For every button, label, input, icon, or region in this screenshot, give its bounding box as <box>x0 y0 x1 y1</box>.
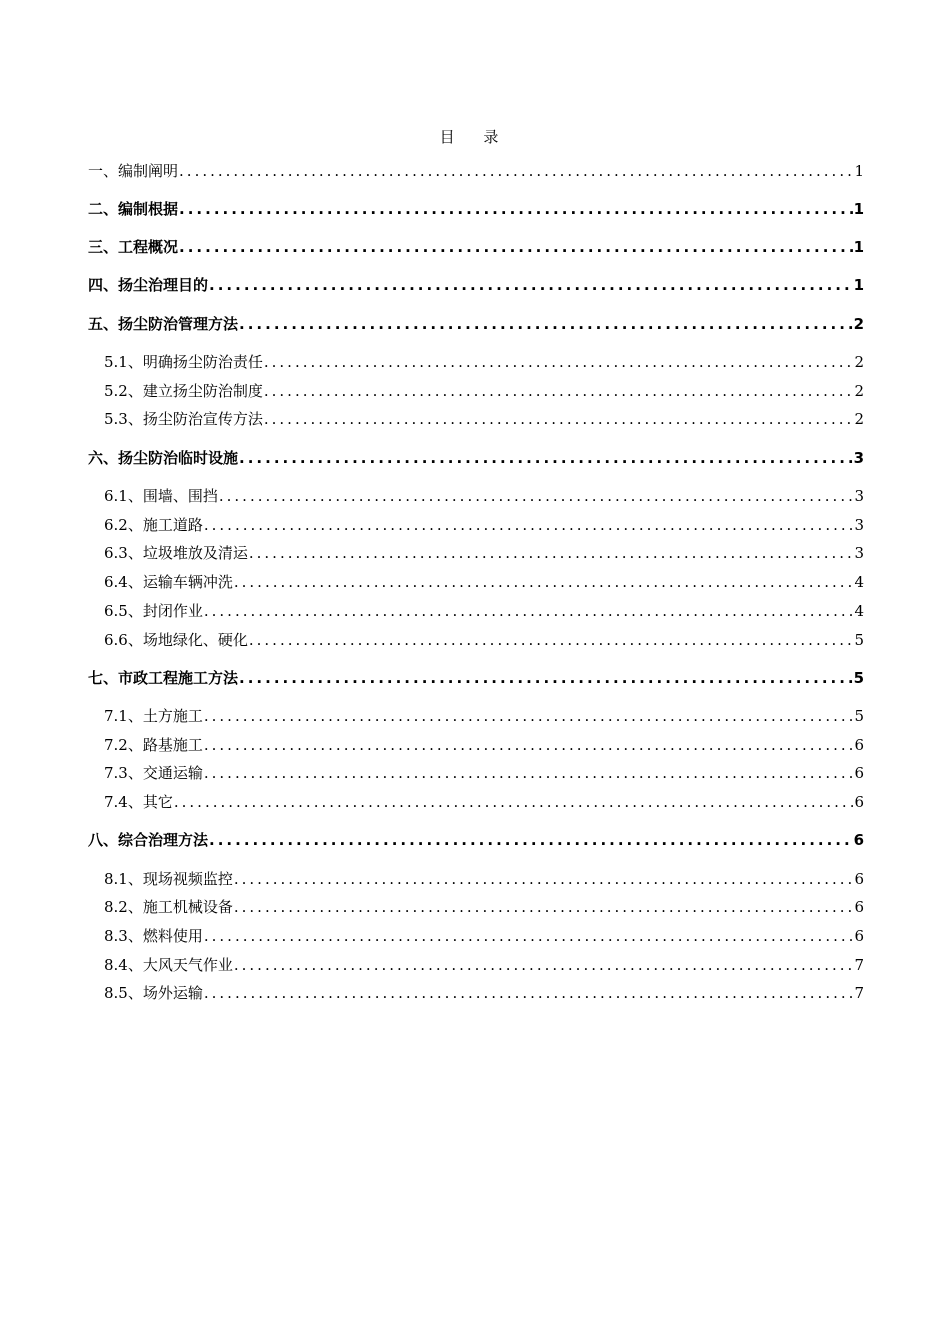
dot-leader <box>249 629 853 651</box>
toc-entry[interactable] <box>88 236 864 258</box>
toc-entry-number: 7.2、 <box>104 736 143 754</box>
toc-entry-page-number: 6 <box>854 898 864 916</box>
toc-entry[interactable] <box>104 485 864 507</box>
dot-leader <box>234 571 853 593</box>
toc-entry[interactable] <box>88 274 864 296</box>
toc-entry-number: 一、 <box>88 162 119 180</box>
toc-entry-title: 扬尘防治管理方法 <box>118 315 239 333</box>
toc-entry-number: 6.3、 <box>104 544 143 562</box>
toc-entry-page-number: 2 <box>854 353 864 371</box>
toc-entry-title: 工程概况 <box>118 238 179 256</box>
toc-entry-number: 6.4、 <box>104 573 143 591</box>
toc-entry-page-number: 1 <box>854 162 864 180</box>
toc-entry-page-number: 3 <box>854 544 864 562</box>
toc-entry-page-number: 6 <box>854 736 864 754</box>
toc-entry-title: 垃圾堆放及清运 <box>142 544 248 562</box>
dot-leader <box>179 236 853 258</box>
dot-leader <box>239 667 853 689</box>
dot-leader <box>179 198 853 220</box>
toc-entry-title: 交通运输 <box>142 764 203 782</box>
toc-entry-page-number: 4 <box>854 602 864 620</box>
toc-entry-title: 施工道路 <box>142 516 203 534</box>
toc-entry-page-number: 6 <box>854 927 864 945</box>
toc-entry-number: 7.3、 <box>104 764 143 782</box>
toc-entry-page-number: 2 <box>853 315 864 333</box>
dot-leader <box>204 514 853 536</box>
toc-entry-number: 三、 <box>88 238 119 256</box>
toc-entry-title: 围墙、围挡 <box>142 487 218 505</box>
toc-entry[interactable] <box>104 408 864 430</box>
dot-leader <box>239 313 853 335</box>
toc-entry-title: 运输车辆冲洗 <box>142 573 233 591</box>
toc-entry[interactable] <box>104 868 864 890</box>
dot-leader <box>204 705 853 727</box>
toc-entry-page-number: 7 <box>854 984 864 1002</box>
toc-entry-number: 二、 <box>88 200 119 218</box>
dot-leader <box>234 896 853 918</box>
toc-entry-page-number: 6 <box>853 831 864 849</box>
dot-leader <box>174 791 853 813</box>
toc-entry-title: 建立扬尘防治制度 <box>142 382 263 400</box>
toc-entry-title: 编制阐明 <box>118 162 179 180</box>
dot-leader <box>234 868 853 890</box>
toc-entry[interactable] <box>104 734 864 756</box>
toc-entry[interactable] <box>88 313 864 335</box>
toc-entry-title: 扬尘防治宣传方法 <box>142 410 263 428</box>
toc-entry-page-number: 7 <box>854 956 864 974</box>
toc-entry[interactable] <box>88 667 864 689</box>
toc-entry-page-number: 6 <box>854 870 864 888</box>
toc-entry-page-number: 6 <box>854 764 864 782</box>
toc-entry-number: 五、 <box>88 315 119 333</box>
toc-entry-title: 综合治理方法 <box>118 831 209 849</box>
dot-leader <box>239 447 853 469</box>
toc-entry[interactable] <box>88 447 864 469</box>
toc-entry[interactable] <box>104 705 864 727</box>
toc-entry-title: 明确扬尘防治责任 <box>142 353 263 371</box>
toc-entry-title: 现场视频监控 <box>142 870 233 888</box>
dot-leader <box>234 954 853 976</box>
toc-entry-number: 6.2、 <box>104 516 143 534</box>
dot-leader <box>204 600 853 622</box>
toc-entry-title: 其它 <box>142 793 173 811</box>
toc-entry-title: 封闭作业 <box>142 602 203 620</box>
toc-entry-number: 5.3、 <box>104 410 143 428</box>
toc-title: 目 录 <box>439 128 511 146</box>
dot-leader <box>264 380 853 402</box>
dot-leader <box>209 274 853 296</box>
toc-entry-number: 8.5、 <box>104 984 143 1002</box>
toc-entry-page-number: 1 <box>853 238 864 256</box>
toc-entry[interactable] <box>104 925 864 947</box>
toc-entry-page-number: 5 <box>854 631 864 649</box>
dot-leader <box>264 408 853 430</box>
toc-entry[interactable] <box>104 514 864 536</box>
toc-entry-number: 四、 <box>88 276 119 294</box>
toc-entry[interactable] <box>104 896 864 918</box>
toc-entry-title: 场外运输 <box>142 984 203 1002</box>
toc-entry-page-number: 3 <box>854 516 864 534</box>
toc-entry-page-number: 3 <box>854 487 864 505</box>
dot-leader <box>204 925 853 947</box>
toc-entry-title: 大风天气作业 <box>142 956 233 974</box>
toc-entry-page-number: 5 <box>853 669 864 687</box>
toc-entry-number: 6.6、 <box>104 631 143 649</box>
toc-entry[interactable] <box>104 982 864 1004</box>
dot-leader <box>204 982 853 1004</box>
toc-entry[interactable] <box>88 198 864 220</box>
dot-leader <box>179 160 853 182</box>
toc-entry[interactable] <box>104 791 864 813</box>
toc-entry[interactable] <box>104 629 864 651</box>
toc-entry-page-number: 4 <box>854 573 864 591</box>
dot-leader <box>264 351 853 373</box>
toc-entry[interactable] <box>104 571 864 593</box>
toc-entry-number: 7.1、 <box>104 707 143 725</box>
toc-entry-title: 场地绿化、硬化 <box>142 631 248 649</box>
dot-leader <box>219 485 853 507</box>
toc-entry-title: 路基施工 <box>142 736 203 754</box>
toc-entry-page-number: 2 <box>854 382 864 400</box>
toc-entry-number: 6.1、 <box>104 487 143 505</box>
toc-entry-number: 6.5、 <box>104 602 143 620</box>
dot-leader <box>249 542 853 564</box>
dot-leader <box>204 762 853 784</box>
toc-entry-page-number: 1 <box>853 200 864 218</box>
toc-entry-title: 扬尘防治临时设施 <box>118 449 239 467</box>
toc-entry[interactable] <box>88 829 864 851</box>
toc-entry-title: 扬尘治理目的 <box>118 276 209 294</box>
toc-entry-title: 编制根据 <box>118 200 179 218</box>
toc-entry[interactable] <box>104 954 864 976</box>
toc-entry[interactable] <box>104 542 864 564</box>
toc-entry-number: 六、 <box>88 449 119 467</box>
toc-entry[interactable] <box>104 380 864 402</box>
toc-entry-page-number: 1 <box>853 276 864 294</box>
toc-entry-title: 燃料使用 <box>142 927 203 945</box>
toc-entry-page-number: 5 <box>854 707 864 725</box>
toc-entry-title: 土方施工 <box>142 707 203 725</box>
toc-entry-number: 8.3、 <box>104 927 143 945</box>
toc-entry[interactable] <box>104 762 864 784</box>
toc-entry-number: 8.1、 <box>104 870 143 888</box>
dot-leader <box>204 734 853 756</box>
toc-entry-page-number: 3 <box>853 449 864 467</box>
toc-entry-number: 5.2、 <box>104 382 143 400</box>
toc-entry-title: 市政工程施工方法 <box>118 669 239 687</box>
toc-entry[interactable] <box>104 600 864 622</box>
toc-entry[interactable] <box>88 160 864 182</box>
toc-entry-number: 8.2、 <box>104 898 143 916</box>
toc-entry-title: 施工机械设备 <box>142 898 233 916</box>
toc-entry-page-number: 6 <box>854 793 864 811</box>
toc-entry-number: 8.4、 <box>104 956 143 974</box>
toc-entry-number: 八、 <box>88 831 119 849</box>
toc-entry-page-number: 2 <box>854 410 864 428</box>
toc-entry-number: 5.1、 <box>104 353 143 371</box>
dot-leader <box>209 829 853 851</box>
toc-entry-number: 七、 <box>88 669 119 687</box>
toc-entry-number: 7.4、 <box>104 793 143 811</box>
toc-entry[interactable] <box>104 351 864 373</box>
